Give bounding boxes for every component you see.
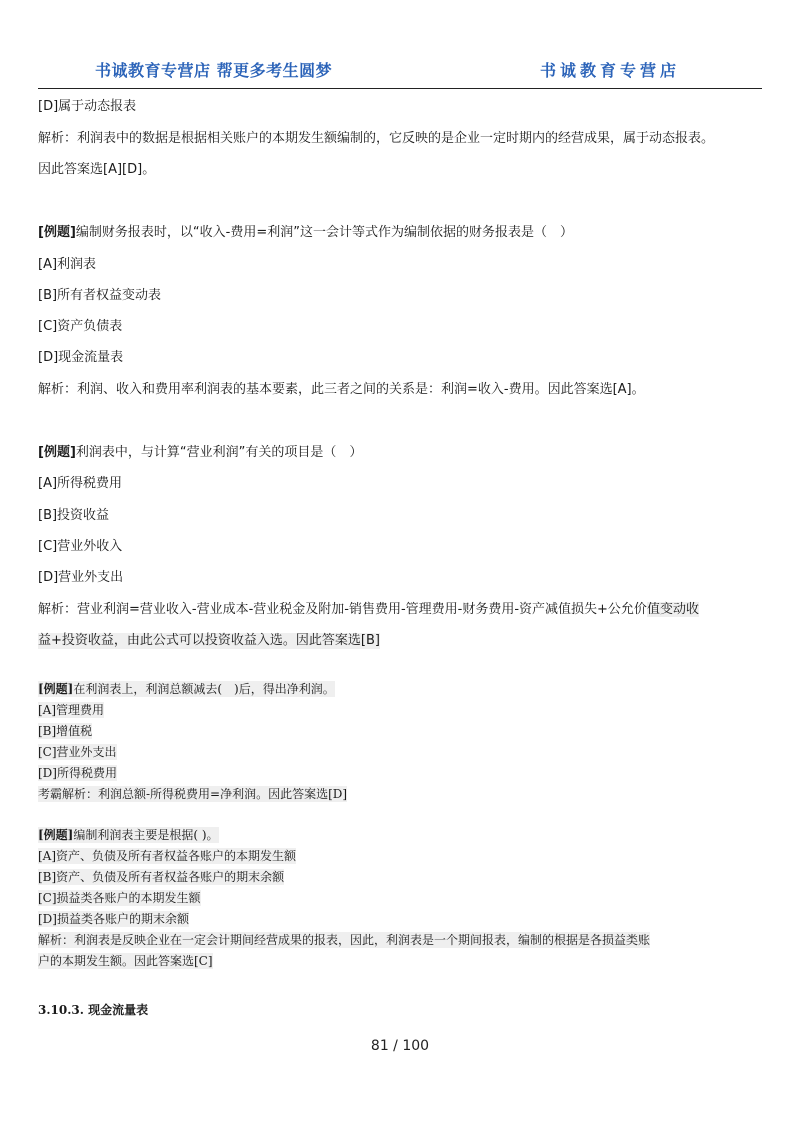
option-c: [C]资产负债表 [38,319,123,334]
option-c: [C]营业外支出 [38,745,117,759]
question-tag: [例题] [38,445,76,460]
analysis-part-highlight: 值变动收 [646,602,699,617]
analysis-text: 益+投资收益，由此公式可以投资收益入选。因此答案选[B] [38,633,380,648]
analysis-text: 解析：利润表是反映企业在一定会计期间经营成果的报表，因此，利润表是一个期间报表，编制的根据是各损益类账 [38,933,651,947]
option-c: [C]损益类各账户的本期发生额 [38,891,201,905]
question-tag: [例题] [38,682,74,696]
option-b: [B]资产、负债及所有者权益各账户的期末余额 [38,870,285,884]
option-a: [A]管理费用 [38,703,105,717]
option-b: [B]所有者权益变动表 [38,288,162,303]
analysis-text: 户的本期发生额。因此答案选[C] [38,954,213,968]
question-stem [38,827,219,843]
option-b: [B]增值税 [38,724,93,738]
header-shop-slogan: 书诚教育专营店 帮更多考生圆梦 [95,61,333,80]
analysis-part: 解析：营业利润=营业收入-营业成本-营业税金及附加-销售费用-管理费用-财务费用-资产减值损失+公允价 [38,602,647,617]
question-tag: [例题] [38,828,74,842]
option-d: [D]所得税费用 [38,766,117,780]
question-tag: [例题] [38,225,76,240]
question-text: 编制财务报表时，以“收入-费用=利润”这一会计等式作为编制依据的财务报表是（ ） [75,225,573,240]
analysis-text [38,602,699,618]
option-d: [D]营业外支出 [38,570,124,585]
page-number: 81 / 100 [370,1038,430,1054]
header-divider [38,88,762,89]
question-stem [38,681,335,697]
question-stem [38,445,362,461]
option-d: [D]现金流量表 [38,350,124,365]
section-heading: 3.10.3. 现金流量表 [38,1003,149,1017]
analysis-text: 解析：利润表中的数据是根据相关账户的本期发生额编制的，它反映的是企业一定时期内的经营成果，属于动态报表。 [38,131,715,146]
option-a: [A]利润表 [38,257,97,272]
option-c: [C]营业外收入 [38,539,123,554]
analysis-text: 解析：利润、收入和费用率利润表的基本要素，此三者之间的关系是：利润=收入-费用。因此答案选[A]。 [38,382,645,397]
option-b: [B]投资收益 [38,508,110,523]
question-text: 编制利润表主要是根据( )。 [73,828,219,842]
option-a: [A]所得税费用 [38,476,123,491]
option-d: [D]属于动态报表 [38,99,137,114]
question-stem [38,225,573,241]
option-a: [A]资产、负债及所有者权益各账户的本期发生额 [38,849,297,863]
header-shop-name: 书诚教育专营店 [540,61,681,80]
analysis-text: 因此答案选[A][D]。 [38,162,156,177]
analysis-text: 考霸解析：利润总额-所得税费用=净利润。因此答案选[D] [38,787,348,801]
question-text: 在利润表上，利润总额减去( )后，得出净利润。 [73,682,335,696]
question-text: 利润表中，与计算“营业利润”有关的项目是（ ） [75,445,363,460]
option-d: [D]损益类各账户的期末余额 [38,912,189,926]
